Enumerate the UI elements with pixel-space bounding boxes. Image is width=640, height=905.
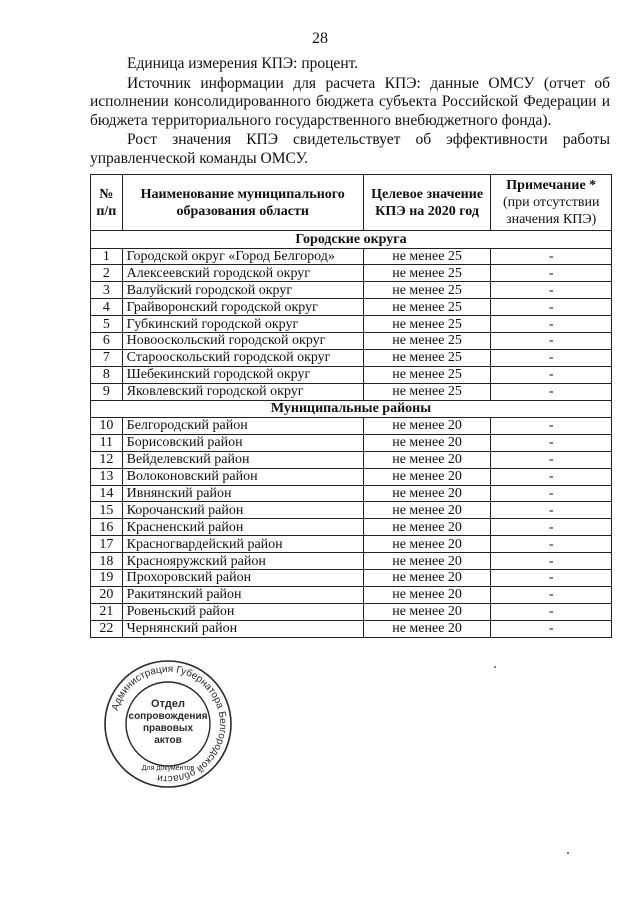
stamp-bottom-text: Для документов — [141, 765, 195, 772]
table-row — [91, 570, 612, 587]
table-row — [91, 502, 612, 519]
row-number: 16 — [91, 519, 123, 536]
row-number: 20 — [91, 586, 123, 603]
table-row — [91, 349, 612, 366]
row-number: 13 — [91, 468, 123, 485]
target-value: не менее 20 — [363, 451, 491, 468]
note-value: - — [491, 485, 612, 502]
target-value: не менее 20 — [363, 603, 491, 620]
note-value: - — [491, 536, 612, 553]
table-header-row — [91, 175, 612, 231]
municipality-name: Красненский район — [122, 519, 363, 536]
municipality-name: Шебекинский городской округ — [122, 366, 363, 383]
row-number: 5 — [91, 316, 123, 333]
table-row — [91, 536, 612, 553]
note-value: - — [491, 282, 612, 299]
unit-line: Единица измерения КПЭ: процент. — [127, 55, 359, 72]
row-number: 12 — [91, 451, 123, 468]
target-value: не менее 25 — [363, 248, 491, 265]
row-number: 4 — [91, 299, 123, 316]
table-row — [91, 332, 612, 349]
note-value: - — [491, 248, 612, 265]
row-number: 18 — [91, 553, 123, 570]
municipality-name: Губкинский городской округ — [122, 316, 363, 333]
table-row — [91, 248, 612, 265]
row-number: 6 — [91, 332, 123, 349]
stamp-center-line-1: Отдел — [151, 698, 185, 710]
row-number: 21 — [91, 603, 123, 620]
table-row — [91, 620, 612, 637]
note-value: - — [491, 418, 612, 435]
department-stamp — [102, 658, 234, 790]
target-value: не менее 25 — [363, 349, 491, 366]
municipality-name: Старооскольский городской округ — [122, 349, 363, 366]
note-value: - — [491, 349, 612, 366]
row-number: 22 — [91, 620, 123, 637]
table-row — [91, 586, 612, 603]
row-number: 11 — [91, 434, 123, 451]
target-value: не менее 20 — [363, 570, 491, 587]
header-note-title: Примечание * — [506, 178, 597, 193]
municipality-name: Краснояружский район — [122, 553, 363, 570]
municipality-name: Новооскольский городской округ — [122, 332, 363, 349]
target-value: не менее 20 — [363, 485, 491, 502]
note-value: - — [491, 383, 612, 400]
table-row — [91, 265, 612, 282]
table-row — [91, 434, 612, 451]
target-value: не менее 20 — [363, 620, 491, 637]
stamp-center-line-4: актов — [154, 735, 182, 746]
section-title: Муниципальные районы — [91, 400, 612, 418]
note-value: - — [491, 451, 612, 468]
target-value: не менее 20 — [363, 418, 491, 435]
municipality-name: Ивнянский район — [122, 485, 363, 502]
table-row — [91, 451, 612, 468]
growth-line: Рост значения КПЭ свидетельствует об эффективности работы управленческой команды ОМСУ. — [90, 131, 610, 167]
row-number: 14 — [91, 485, 123, 502]
note-value: - — [491, 553, 612, 570]
note-value: - — [491, 299, 612, 316]
row-number: 8 — [91, 366, 123, 383]
note-value: - — [491, 603, 612, 620]
source-line: Источник информации для расчета КПЭ: данные ОМСУ (отчет об исполнении консолидированного бюджета субъекта Российской Федерации и бюджета территориального государственного внебюджетного фонда). — [90, 74, 610, 129]
note-value: - — [491, 502, 612, 519]
municipality-name: Валуйский городской округ — [122, 282, 363, 299]
municipality-name: Вейделевский район — [122, 451, 363, 468]
scan-speck — [567, 852, 569, 854]
municipality-name: Яковлевский городской округ — [122, 383, 363, 400]
target-value: не менее 20 — [363, 536, 491, 553]
table-body — [91, 231, 612, 638]
table-row — [91, 418, 612, 435]
target-value: не менее 25 — [363, 265, 491, 282]
row-number: 10 — [91, 418, 123, 435]
row-number: 2 — [91, 265, 123, 282]
municipality-name: Чернянский район — [122, 620, 363, 637]
header-name: Наименование муниципального образования области — [122, 175, 363, 231]
scan-speck — [494, 666, 496, 668]
table-row — [91, 485, 612, 502]
target-value: не менее 25 — [363, 299, 491, 316]
note-value: - — [491, 586, 612, 603]
header-target: Целевое значение КПЭ на 2020 год — [363, 175, 491, 231]
table-row — [91, 366, 612, 383]
municipality-name: Белгородский район — [122, 418, 363, 435]
note-value: - — [491, 366, 612, 383]
note-value: - — [491, 332, 612, 349]
target-value: не менее 20 — [363, 586, 491, 603]
intro-text — [90, 55, 610, 168]
municipality-name: Корочанский район — [122, 502, 363, 519]
table-row — [91, 316, 612, 333]
target-value: не менее 25 — [363, 332, 491, 349]
target-value: не менее 25 — [363, 316, 491, 333]
header-num: № п/п — [91, 175, 123, 231]
table-row — [91, 299, 612, 316]
municipality-name: Волоконовский район — [122, 468, 363, 485]
table-row — [91, 383, 612, 400]
row-number: 7 — [91, 349, 123, 366]
municipality-name: Борисовский район — [122, 434, 363, 451]
kpe-table — [90, 174, 612, 638]
table-row — [91, 468, 612, 485]
note-value: - — [491, 316, 612, 333]
table-row — [91, 282, 612, 299]
municipality-name: Прохоровский район — [122, 570, 363, 587]
section-row — [91, 231, 612, 249]
target-value: не менее 20 — [363, 502, 491, 519]
target-value: не менее 20 — [363, 519, 491, 536]
target-value: не менее 25 — [363, 366, 491, 383]
target-value: не менее 20 — [363, 553, 491, 570]
header-note-detail: (при отсутствии значения КПЭ) — [502, 195, 600, 227]
municipality-name: Ровеньский район — [122, 603, 363, 620]
row-number: 17 — [91, 536, 123, 553]
stamp-ring-text: Администрация Губернатора Белгородской области — [109, 663, 229, 785]
municipality-name: Красногвардейский район — [122, 536, 363, 553]
header-note — [491, 175, 612, 231]
row-number: 1 — [91, 248, 123, 265]
note-value: - — [491, 570, 612, 587]
section-row — [91, 400, 612, 418]
row-number: 19 — [91, 570, 123, 587]
target-value: не менее 25 — [363, 282, 491, 299]
table-row — [91, 519, 612, 536]
target-value: не менее 20 — [363, 434, 491, 451]
municipality-name: Городской округ «Город Белгород» — [122, 248, 363, 265]
note-value: - — [491, 468, 612, 485]
note-value: - — [491, 519, 612, 536]
note-value: - — [491, 265, 612, 282]
municipality-name: Грайворонский городской округ — [122, 299, 363, 316]
row-number: 9 — [91, 383, 123, 400]
table-row — [91, 553, 612, 570]
section-title: Городские округа — [91, 231, 612, 249]
note-value: - — [491, 434, 612, 451]
municipality-name: Ракитянский район — [122, 586, 363, 603]
stamp-center-line-3: правовых — [142, 723, 194, 734]
note-value: - — [491, 620, 612, 637]
row-number: 15 — [91, 502, 123, 519]
target-value: не менее 20 — [363, 468, 491, 485]
municipality-name: Алексеевский городской округ — [122, 265, 363, 282]
page-number: 28 — [312, 30, 328, 47]
target-value: не менее 25 — [363, 383, 491, 400]
row-number: 3 — [91, 282, 123, 299]
table-row — [91, 603, 612, 620]
stamp-center-line-2: сопровождения — [128, 711, 208, 722]
